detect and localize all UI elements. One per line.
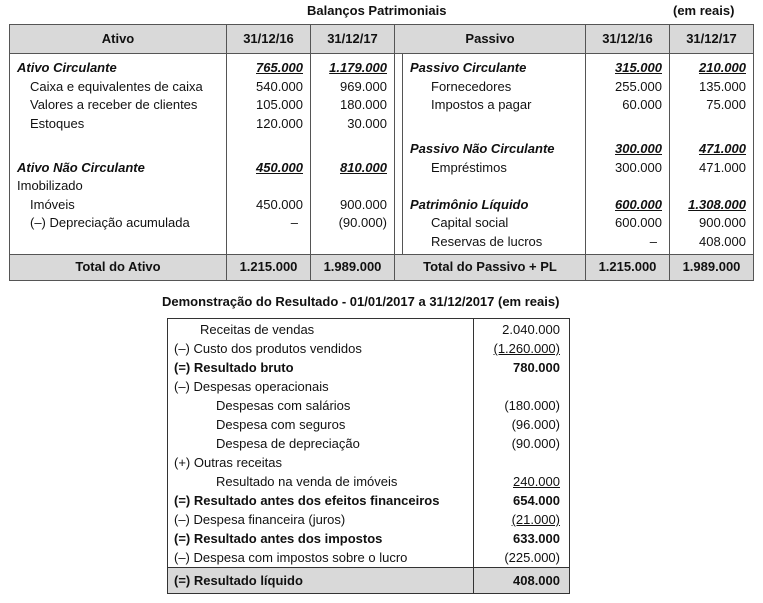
table-row xyxy=(168,434,570,453)
liability-2016: 300.000 xyxy=(586,159,670,178)
asset-2016 xyxy=(227,133,311,159)
table-row xyxy=(10,177,754,196)
table-row xyxy=(168,529,570,548)
table-row xyxy=(168,377,570,396)
income-value xyxy=(474,510,570,529)
liability-2017: 471.000 xyxy=(670,133,754,159)
income-label: Resultado na venda de imóveis xyxy=(168,472,474,491)
income-value: (225.000) xyxy=(474,548,570,568)
income-label: (–) Despesa financeira (juros) xyxy=(168,510,474,529)
asset-2016: – xyxy=(227,214,311,233)
table-row xyxy=(10,133,754,159)
asset-2016: 540.000 xyxy=(227,78,311,97)
balance-sheet-title: Balanços Patrimoniais xyxy=(307,3,447,18)
total-passivo-label: Total do Passivo + PL xyxy=(395,255,586,281)
asset-label: Valores a receber de clientes xyxy=(10,96,227,115)
income-label: (–) Despesas operacionais xyxy=(168,377,474,396)
liability-2016 xyxy=(586,177,670,196)
liability-label: Patrimônio Líquido xyxy=(403,196,586,215)
income-value-text: (21.000) xyxy=(511,512,560,527)
spacer xyxy=(395,115,403,134)
liability-label xyxy=(403,115,586,134)
asset-2017: 30.000 xyxy=(311,115,395,134)
table-row xyxy=(168,548,570,568)
liability-2017 xyxy=(670,177,754,196)
asset-label: Estoques xyxy=(10,115,227,134)
income-total-row xyxy=(168,568,570,594)
liability-2016: 300.000 xyxy=(586,133,670,159)
table-row xyxy=(168,491,570,510)
table-row xyxy=(10,214,754,233)
table-row xyxy=(10,233,754,255)
income-value: (180.000) xyxy=(474,396,570,415)
asset-label: Ativo Circulante xyxy=(10,54,227,78)
total-ativo-2017: 1.989.000 xyxy=(311,255,395,281)
income-value xyxy=(474,339,570,358)
table-row xyxy=(168,472,570,491)
liability-label xyxy=(403,177,586,196)
income-label: (–) Custo dos produtos vendidos xyxy=(168,339,474,358)
income-value xyxy=(474,453,570,472)
income-value: 408.000 xyxy=(474,568,570,594)
balance-total-row xyxy=(10,255,754,281)
asset-2017 xyxy=(311,177,395,196)
income-value: (90.000) xyxy=(474,434,570,453)
table-row xyxy=(168,415,570,434)
income-value: 654.000 xyxy=(474,491,570,510)
liability-label: Empréstimos xyxy=(403,159,586,178)
income-statement-table xyxy=(167,318,570,594)
income-value xyxy=(474,377,570,396)
income-value: (96.000) xyxy=(474,415,570,434)
income-label: (=) Resultado líquido xyxy=(168,568,474,594)
liability-2016: 600.000 xyxy=(586,196,670,215)
header-passivo-2017: 31/12/17 xyxy=(670,25,754,54)
liability-2017: 900.000 xyxy=(670,214,754,233)
liability-2016 xyxy=(586,115,670,134)
spacer xyxy=(395,196,403,215)
income-value: 633.000 xyxy=(474,529,570,548)
table-row xyxy=(168,358,570,377)
table-row xyxy=(10,159,754,178)
table-row xyxy=(10,78,754,97)
liability-label: Fornecedores xyxy=(403,78,586,97)
income-label: Despesa de depreciação xyxy=(168,434,474,453)
liability-label: Passivo Não Circulante xyxy=(403,133,586,159)
table-row xyxy=(168,339,570,358)
income-label: Despesas com salários xyxy=(168,396,474,415)
spacer xyxy=(395,159,403,178)
asset-2016: 105.000 xyxy=(227,96,311,115)
liability-label: Impostos a pagar xyxy=(403,96,586,115)
asset-2017: (90.000) xyxy=(311,214,395,233)
table-row xyxy=(168,453,570,472)
liability-2017 xyxy=(670,115,754,134)
spacer xyxy=(395,177,403,196)
liability-2016: 60.000 xyxy=(586,96,670,115)
total-ativo-label: Total do Ativo xyxy=(10,255,227,281)
asset-2017: 900.000 xyxy=(311,196,395,215)
asset-2017 xyxy=(311,233,395,255)
income-value-text: (1.260.000) xyxy=(493,341,560,356)
asset-2017: 969.000 xyxy=(311,78,395,97)
liability-2017: 408.000 xyxy=(670,233,754,255)
income-statement-title: Demonstração do Resultado - 01/01/2017 a 31/12/2017 (em reais) xyxy=(162,294,560,309)
asset-2016 xyxy=(227,233,311,255)
asset-2016 xyxy=(227,177,311,196)
spacer xyxy=(395,233,403,255)
liability-2016: – xyxy=(586,233,670,255)
income-value-text: 240.000 xyxy=(513,474,560,489)
spacer xyxy=(395,78,403,97)
liability-2016: 255.000 xyxy=(586,78,670,97)
asset-2016: 450.000 xyxy=(227,196,311,215)
income-label: (=) Resultado bruto xyxy=(168,358,474,377)
total-passivo-2016: 1.215.000 xyxy=(586,255,670,281)
asset-2017 xyxy=(311,133,395,159)
asset-label: Ativo Não Circulante xyxy=(10,159,227,178)
liability-2017: 135.000 xyxy=(670,78,754,97)
balance-sheet-unit: (em reais) xyxy=(673,3,735,18)
table-row xyxy=(10,54,754,78)
liability-2017: 75.000 xyxy=(670,96,754,115)
income-label: (+) Outras receitas xyxy=(168,453,474,472)
asset-label: (–) Depreciação acumulada xyxy=(10,214,227,233)
liability-2017: 1.308.000 xyxy=(670,196,754,215)
income-label: (=) Resultado antes dos efeitos financeiros xyxy=(168,491,474,510)
spacer xyxy=(395,133,403,159)
header-ativo-2016: 31/12/16 xyxy=(227,25,311,54)
header-ativo-2017: 31/12/17 xyxy=(311,25,395,54)
asset-2017: 1.179.000 xyxy=(311,54,395,78)
asset-2017: 810.000 xyxy=(311,159,395,178)
table-row xyxy=(168,319,570,340)
header-passivo: Passivo xyxy=(395,25,586,54)
liability-label: Capital social xyxy=(403,214,586,233)
table-row xyxy=(10,196,754,215)
total-ativo-2016: 1.215.000 xyxy=(227,255,311,281)
asset-2016: 450.000 xyxy=(227,159,311,178)
income-label: (–) Despesa com impostos sobre o lucro xyxy=(168,548,474,568)
asset-label: Imobilizado xyxy=(10,177,227,196)
table-row xyxy=(168,396,570,415)
income-value: 780.000 xyxy=(474,358,570,377)
liability-label: Passivo Circulante xyxy=(403,54,586,78)
asset-2016: 120.000 xyxy=(227,115,311,134)
asset-label xyxy=(10,133,227,159)
liability-2016: 600.000 xyxy=(586,214,670,233)
income-label: Receitas de vendas xyxy=(168,319,474,340)
header-ativo: Ativo xyxy=(10,25,227,54)
balance-sheet-table xyxy=(9,24,754,281)
liability-2017: 210.000 xyxy=(670,54,754,78)
table-row xyxy=(10,115,754,134)
asset-label xyxy=(10,233,227,255)
asset-2016: 765.000 xyxy=(227,54,311,78)
asset-label: Imóveis xyxy=(10,196,227,215)
income-value xyxy=(474,472,570,491)
liability-2017: 471.000 xyxy=(670,159,754,178)
spacer xyxy=(395,214,403,233)
asset-2017: 180.000 xyxy=(311,96,395,115)
header-passivo-2016: 31/12/16 xyxy=(586,25,670,54)
asset-label: Caixa e equivalentes de caixa xyxy=(10,78,227,97)
table-row xyxy=(168,510,570,529)
total-passivo-2017: 1.989.000 xyxy=(670,255,754,281)
income-label: (=) Resultado antes dos impostos xyxy=(168,529,474,548)
balance-header-row xyxy=(10,25,754,54)
income-value: 2.040.000 xyxy=(474,319,570,340)
table-row xyxy=(10,96,754,115)
liability-label: Reservas de lucros xyxy=(403,233,586,255)
spacer xyxy=(395,54,403,78)
spacer xyxy=(395,96,403,115)
income-label: Despesa com seguros xyxy=(168,415,474,434)
liability-2016: 315.000 xyxy=(586,54,670,78)
